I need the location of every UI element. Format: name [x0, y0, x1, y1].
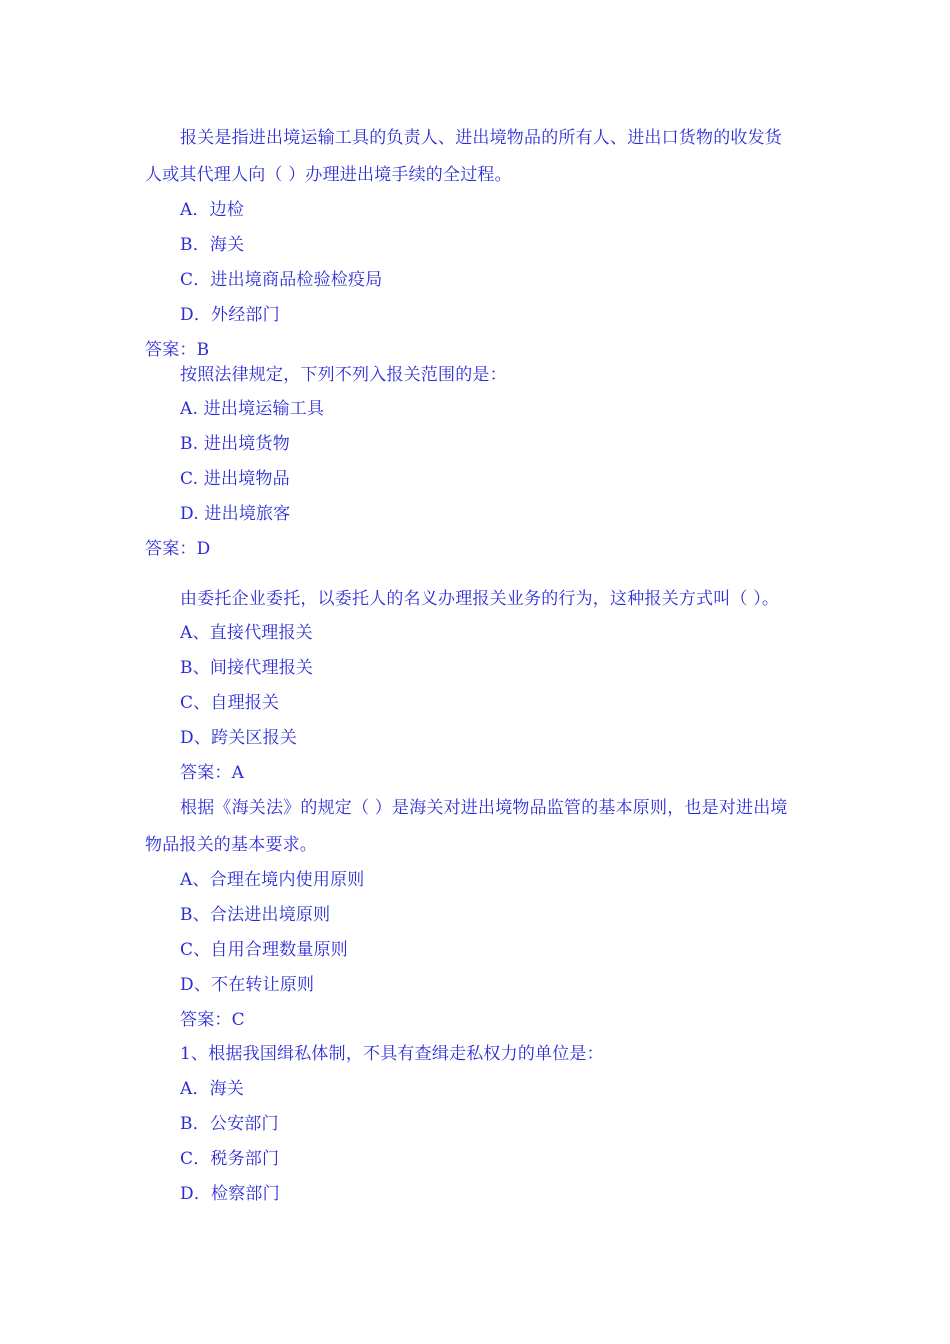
- question-4-stem-line-2: 物品报关的基本要求。: [145, 835, 317, 855]
- question-2-option-b: B. 进出境货物: [180, 434, 290, 454]
- question-2-answer: 答案：D: [145, 539, 211, 559]
- question-4-option-b: B、合法进出境原则: [180, 905, 331, 925]
- question-5-stem: 1、根据我国缉私体制，不具有查缉走私权力的单位是：: [180, 1044, 604, 1064]
- question-2-option-d: D. 进出境旅客: [180, 504, 291, 524]
- question-4-option-d: D、不在转让原则: [180, 975, 315, 995]
- question-3-option-b: B、间接代理报关: [180, 658, 314, 678]
- question-1-option-c: C．进出境商品检验检疫局: [180, 270, 383, 290]
- question-3-option-c: C、自理报关: [180, 693, 280, 713]
- question-4-answer: 答案：C: [180, 1010, 245, 1030]
- question-5-option-b: B．公安部门: [180, 1114, 279, 1134]
- question-1-option-b: B．海关: [180, 235, 245, 255]
- question-3-stem: 由委托企业委托，以委托人的名义办理报关业务的行为，这种报关方式叫（ ）。: [180, 589, 780, 609]
- question-3-answer: 答案：A: [180, 763, 245, 783]
- question-4-stem-line-1: 根据《海关法》的规定（ ）是海关对进出境物品监管的基本原则，也是对进出境: [180, 798, 788, 818]
- question-2-stem: 按照法律规定，下列不列入报关范围的是：: [180, 365, 507, 385]
- question-3-option-d: D、跨关区报关: [180, 728, 298, 748]
- question-2-option-a: A. 进出境运输工具: [180, 399, 325, 419]
- question-1-option-d: D．外经部门: [180, 305, 280, 325]
- question-2-option-c: C. 进出境物品: [180, 469, 290, 489]
- question-4-option-c: C、自用合理数量原则: [180, 940, 349, 960]
- question-5-option-a: A．海关: [180, 1079, 245, 1099]
- question-1-stem-line-1: 报关是指进出境运输工具的负责人、进出境物品的所有人、进出口货物的收发货: [180, 128, 782, 148]
- question-5-option-c: C．税务部门: [180, 1149, 280, 1169]
- question-4-option-a: A、合理在境内使用原则: [180, 870, 365, 890]
- question-1-stem-line-2: 人或其代理人向（ ）办理进出境手续的全过程。: [145, 165, 512, 185]
- question-3-option-a: A、直接代理报关: [180, 623, 313, 643]
- question-1-option-a: A．边检: [180, 200, 245, 220]
- question-5-option-d: D．检察部门: [180, 1184, 280, 1204]
- question-1-answer: 答案：B: [145, 340, 210, 360]
